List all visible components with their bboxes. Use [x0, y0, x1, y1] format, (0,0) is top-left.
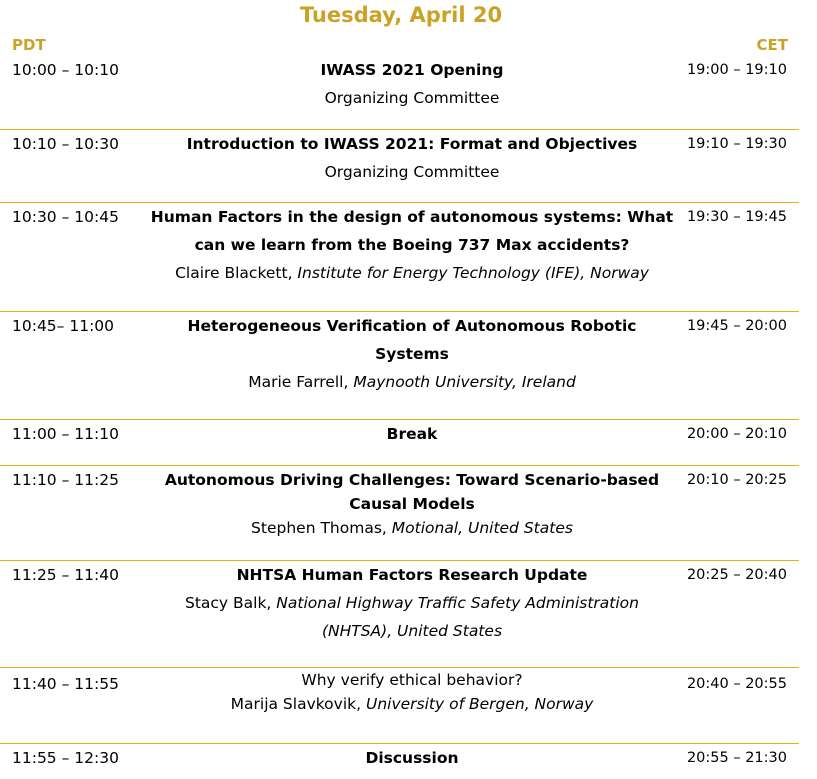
session-title: Introduction to IWASS 2021: Format and Objectives: [186, 135, 638, 153]
schedule-row: [0, 743, 799, 779]
session-info: [180, 312, 644, 396]
speaker-affiliation: National Highway Traffic Safety Administration (NHTSA), United States: [276, 594, 639, 640]
speaker-name: Stephen Thomas,: [251, 519, 392, 537]
speaker-name: Claire Blackett,: [175, 264, 298, 282]
session-speaker: [140, 158, 684, 186]
session-info: [140, 744, 684, 772]
session-title: Autonomous Driving Challenges: Toward Scenario-based Causal Models: [164, 471, 660, 513]
speaker-affiliation: Institute for Energy Technology (IFE), Norway: [297, 264, 649, 282]
session-info: [140, 203, 684, 287]
cet-time: 20:00 – 20:10: [686, 426, 787, 442]
page-title: Tuesday, April 20: [299, 3, 503, 27]
session-title: Why verify ethical behavior?: [301, 671, 523, 689]
speaker-affiliation: Maynooth University, Ireland: [353, 373, 576, 391]
session-speaker: [150, 589, 674, 645]
session-speaker: [140, 692, 684, 716]
session-info: [140, 56, 684, 112]
schedule-row: [0, 465, 799, 560]
session-title: Heterogeneous Verification of Autonomous Robotic Systems: [187, 317, 637, 363]
speaker-name: Organizing Committee: [324, 89, 500, 107]
session-info: [140, 130, 684, 186]
session-info: [140, 420, 684, 448]
cet-time: 19:30 – 19:45: [686, 209, 787, 225]
pdt-time: 10:30 – 10:45: [12, 208, 119, 226]
schedule-row: [0, 560, 799, 667]
session-speaker: [160, 516, 664, 540]
session-title: IWASS 2021 Opening: [320, 61, 504, 79]
session-speaker: [140, 259, 684, 287]
cet-time: 20:10 – 20:25: [686, 472, 787, 488]
schedule-row: [0, 311, 799, 419]
session-title: Discussion: [365, 749, 459, 767]
pdt-time: 11:40 – 11:55: [12, 675, 119, 693]
session-info: [150, 561, 674, 645]
schedule-row: [0, 202, 799, 311]
pdt-time: 10:45– 11:00: [12, 317, 115, 335]
cet-time: 19:00 – 19:10: [686, 62, 787, 78]
cet-time: 20:40 – 20:55: [686, 676, 787, 692]
speaker-name: Marie Farrell,: [248, 373, 354, 391]
pdt-time: 11:25 – 11:40: [12, 566, 119, 584]
schedule-row: [0, 56, 799, 128]
session-title: Human Factors in the design of autonomous systems: What can we learn from the Boeing 737 Max accidents?: [150, 208, 674, 254]
pdt-time: 11:55 – 12:30: [12, 749, 119, 767]
speaker-name: Organizing Committee: [324, 163, 500, 181]
pdt-time: 11:00 – 11:10: [12, 425, 119, 443]
session-speaker: [180, 368, 644, 396]
session-speaker: [140, 84, 684, 112]
speaker-name: Marija Slavkovik,: [230, 695, 366, 713]
session-info: [160, 466, 664, 540]
speaker-affiliation: Motional, United States: [391, 519, 573, 537]
schedule-row: [0, 129, 799, 202]
speaker-name: Stacy Balk,: [184, 594, 277, 612]
speaker-affiliation: University of Bergen, Norway: [365, 695, 594, 713]
pdt-column-header: PDT: [12, 36, 46, 54]
schedule-row: [0, 419, 799, 465]
pdt-time: 10:10 – 10:30: [12, 135, 119, 153]
schedule-row: [0, 667, 799, 743]
cet-time: 20:25 – 20:40: [686, 567, 787, 583]
session-title: Break: [386, 425, 438, 443]
pdt-time: 11:10 – 11:25: [12, 471, 119, 489]
cet-time: 19:10 – 19:30: [686, 136, 787, 152]
session-info: [140, 668, 684, 716]
cet-time: 19:45 – 20:00: [686, 318, 787, 334]
cet-time: 20:55 – 21:30: [686, 750, 787, 766]
pdt-time: 10:00 – 10:10: [12, 61, 119, 79]
cet-column-header: CET: [756, 36, 788, 54]
session-title: NHTSA Human Factors Research Update: [236, 566, 588, 584]
